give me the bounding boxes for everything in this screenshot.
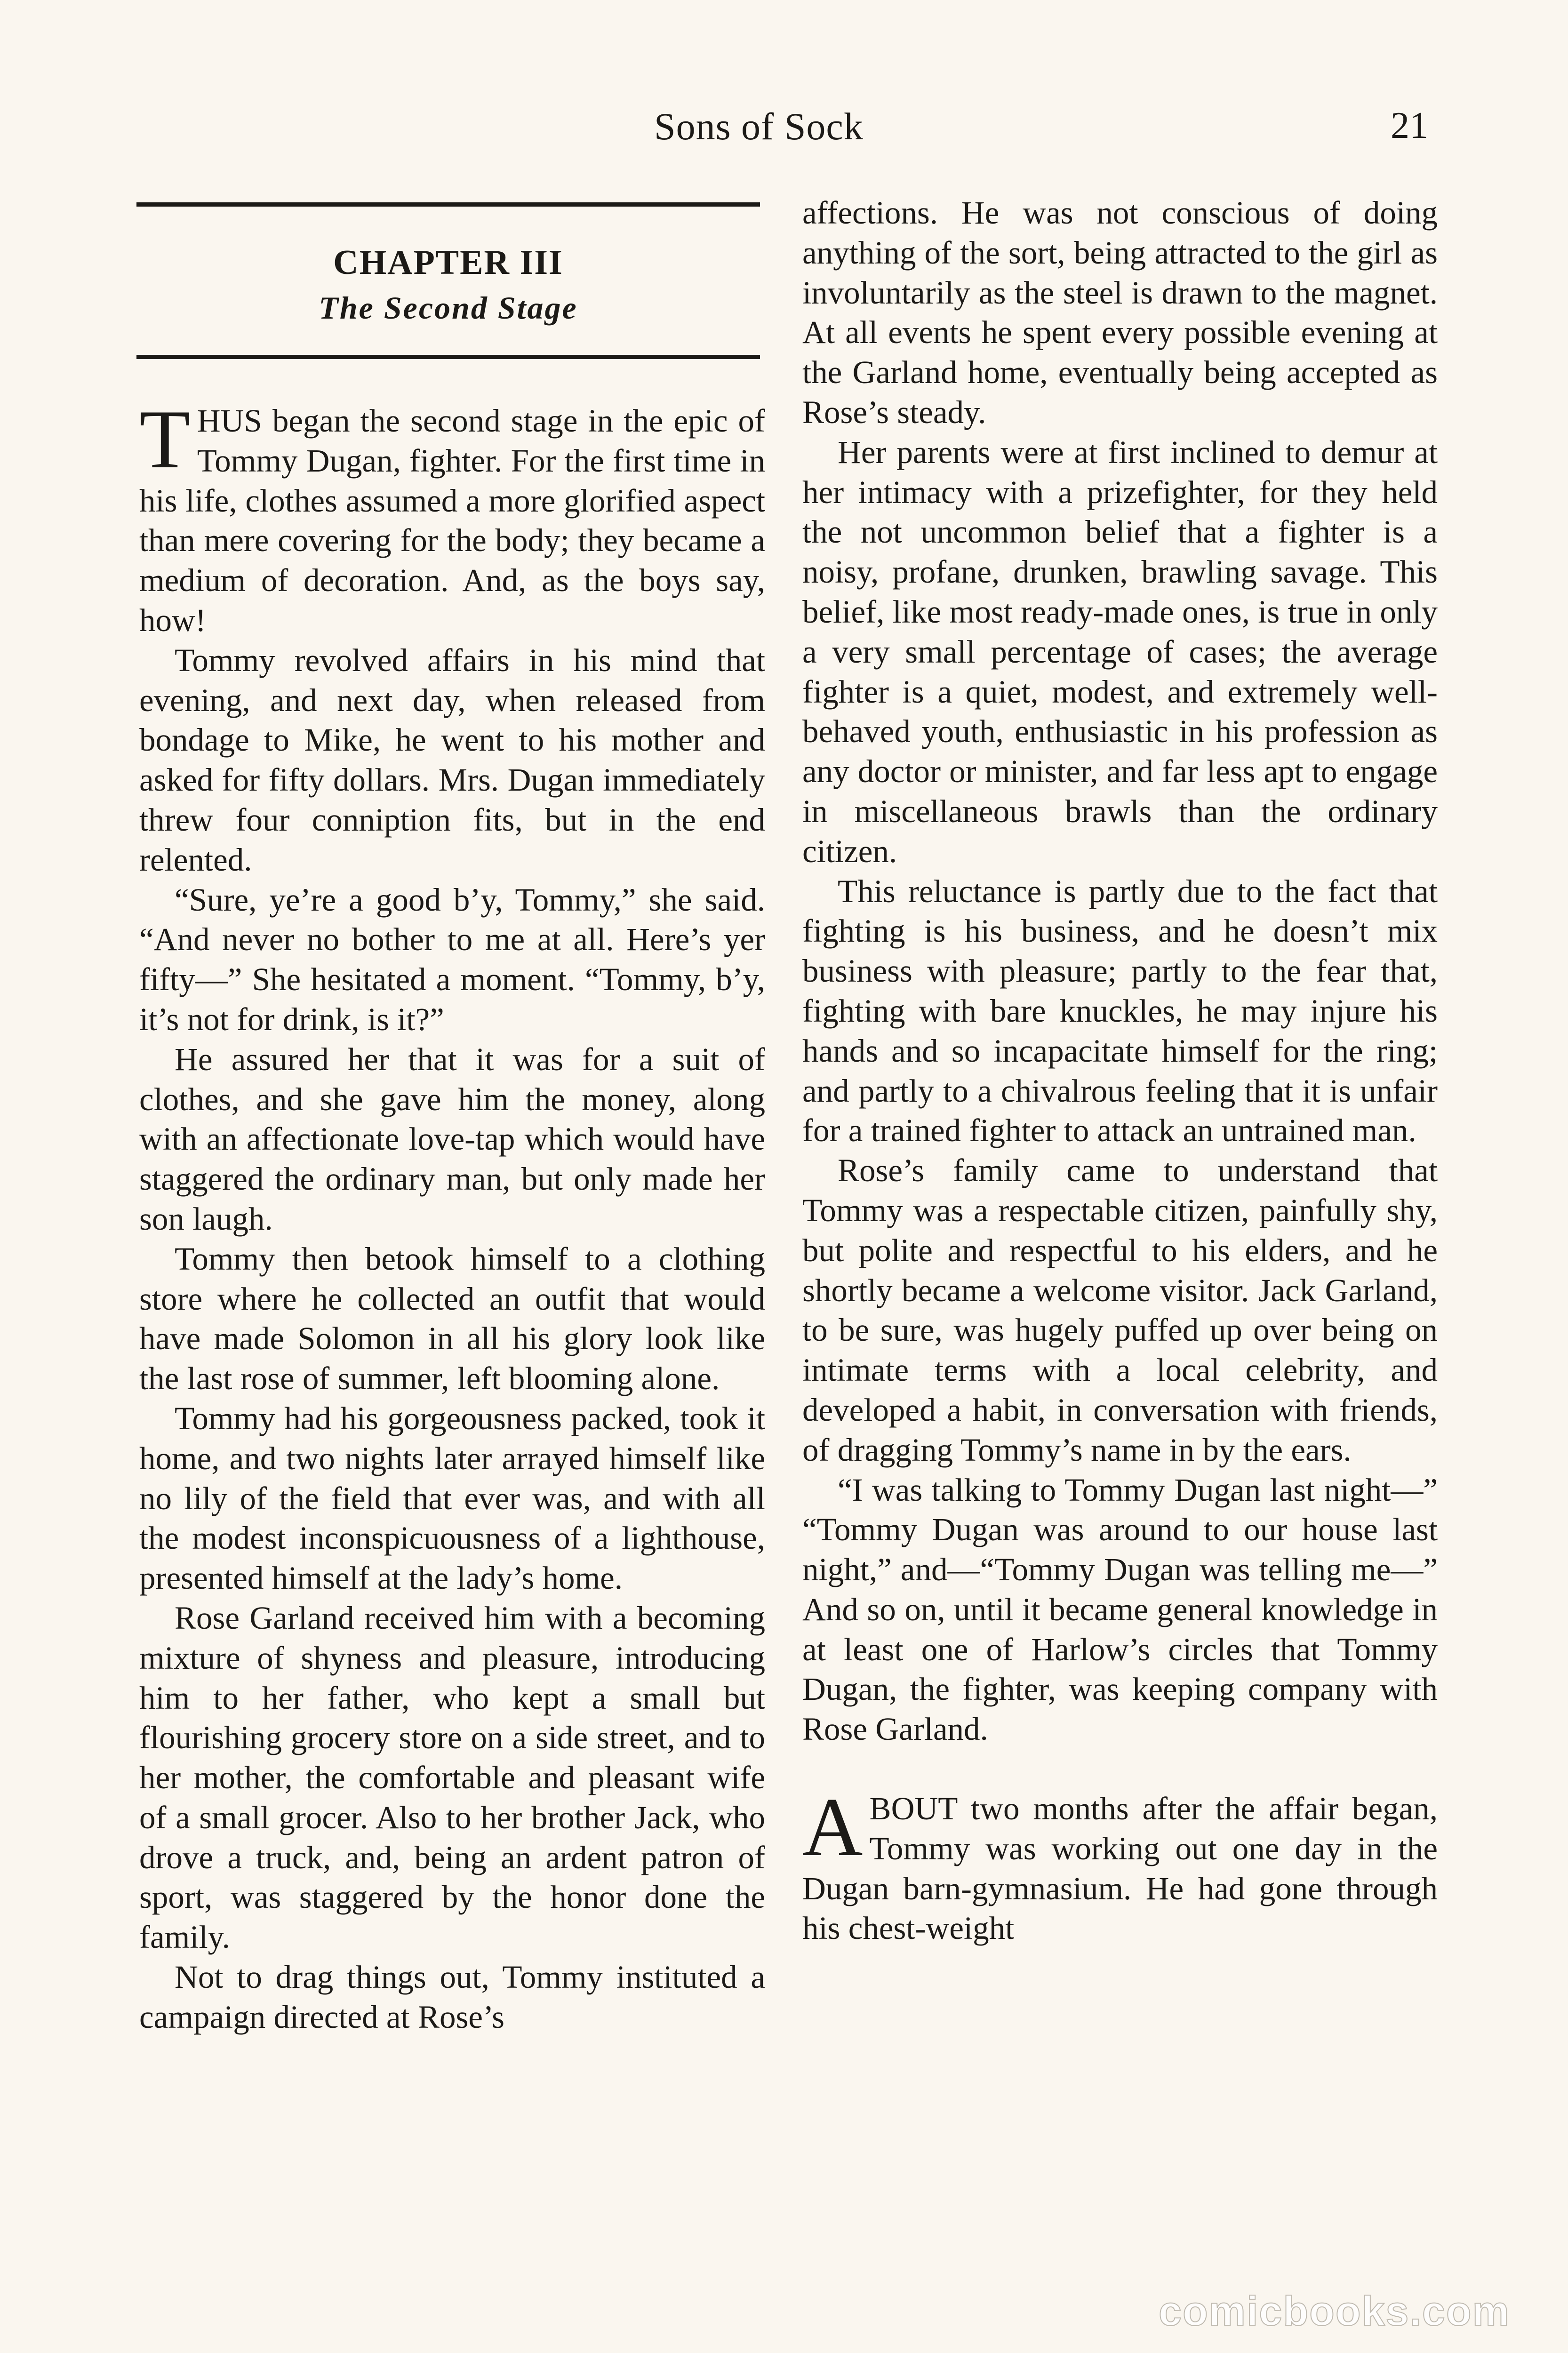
paragraph: Her parents were at first inclined to demur at her intimacy with a prizefighter, for they held the not uncommon belief that a fighter is a noisy, profane, drunken, brawling savage. This belief, like most ready-made ones, is true in only a very small percentage of cases; the average fighter is a quiet, modest, and extremely well-behaved youth, enthusiastic in his profession as any doctor or minister, and far less apt to engage in miscellaneous brawls than the ordinary citizen. [802,434,1438,869]
paragraph: Tommy revolved affairs in his mind that evening, and next day, when released from bondage to Mike, he went to his mother and asked for fifty dollars. Mrs. Dugan immediately threw four conniption fits, but in the end relented. [139,642,765,878]
paragraph: Tommy had his gorgeousness packed, took it home, and two nights later arrayed himself like no lily of the field that ever was, and with all the modest inconspicuousness of a lighthouse, presented himself at the lady’s home. [139,1400,765,1596]
page-number: 21 [1391,105,1428,146]
paragraph [802,1780,1438,1948]
drop-cap: T [139,392,191,486]
paragraph: affections. He was not conscious of doing anything of the sort, being attracted to the girl as involuntarily as the steel is drawn to the magnet. At all events he spent every possible evening at the Garland home, eventually being accepted as Rose’s steady. [802,195,1438,430]
paragraph: Tommy then betook himself to a clothing store where he collected an outfit that would have made Solomon in all his glory look like the last rose of summer, left blooming alone. [139,1241,765,1397]
chapter-number: CHAPTER III [333,243,563,282]
paragraph: Rose Garland received him with a becoming mixture of shyness and pleasure, introducing him to her father, who kept a small but flourishing grocery store on a side street, and to her mother, the comfortable and pleasant wife of a small grocer. Also to her brother Jack, who drove a truck, and, being an ardent patron of sport, was staggered by the honor done the family. [139,1600,765,1955]
paragraph: He assured her that it was for a suit of clothes, and she gave him the money, along with an affectionate love-tap which would have staggered the ordinary man, but only made her son laugh. [139,1041,765,1237]
paragraph: Not to drag things out, Tommy instituted a campaign directed at Rose’s [139,1959,765,2035]
drop-cap: A [802,1780,863,1874]
right-column [802,193,1438,1948]
site-watermark: comicbooks.com [1159,2288,1510,2334]
section-break [802,1749,1438,1789]
paragraph: Rose’s family came to understand that Tommy was a respectable citizen, painfully shy, but polite and respectful to his elders, and he shortly became a welcome visitor. Jack Garland, to be sure, was hugely puffed up over being on intimate terms with a local celebrity, and developed a habit, in conversation with friends, of dragging Tommy’s name in by the ears. [802,1152,1438,1468]
running-head [0,104,1568,156]
paragraph: This reluctance is partly due to the fact that fighting is his business, and he doesn’t mix business with pleasure; partly to the fear that, fighting with bare knuckles, he may injure his hands and so incapacitate himself for the ring; and partly to a chivalrous feeling that it is unfair for a trained fighter to attack an untrained man. [802,873,1438,1149]
chapter-heading [136,240,760,330]
paragraph: “Sure, ye’re a good b’y, Tommy,” she said. “And never no bother to me at all. Here’s yer fifty—” She hesitated a moment. “Tommy, b’y, it’s not for drink, is it?” [139,881,765,1037]
chapter-title: The Second Stage [319,290,578,326]
paragraph [139,392,765,640]
paragraph-text: HUS began the second stage in the epic of Tommy Dugan, fighter. For the first time in his life, clothes assumed a more glorified aspect than mere covering for the body; they became a medium of decoration. And, as the boys say, how! [139,403,765,638]
chapter-rule-top [136,202,760,207]
paragraph-text: BOUT two months after the affair began, Tommy was working out one day in the Dugan barn-gymnasium. He had gone through his chest-weight [802,1791,1438,1946]
left-column [139,392,765,2037]
paragraph: “I was talking to Tommy Dugan last night—” “Tommy Dugan was around to our house last night,” and—“Tommy Dugan was telling me—” And so on, until it became general knowledge in at least one of Harlow’s circles that Tommy Dugan, the fighter, was keeping company with Rose Garland. [802,1472,1438,1747]
running-title: Sons of Sock [654,105,864,148]
chapter-rule-bottom [136,355,760,359]
